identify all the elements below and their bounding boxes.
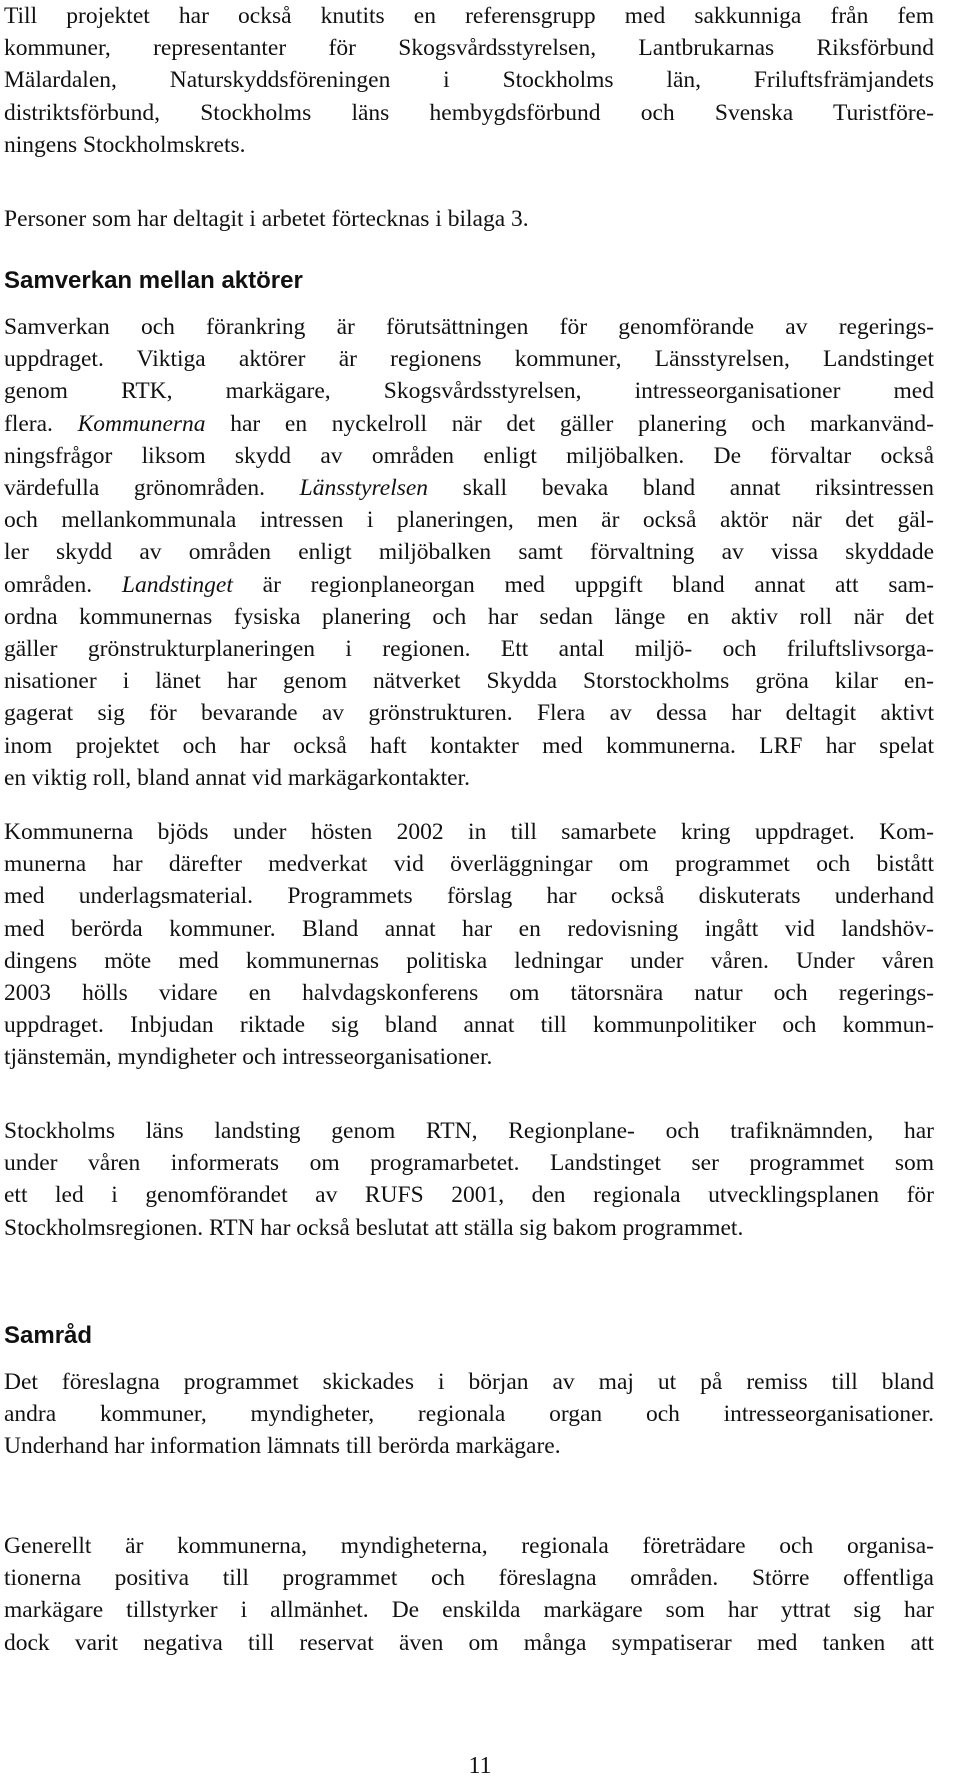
- text-line: [4, 569, 934, 601]
- emphasis-lansstyrelsen: Länsstyrelsen: [299, 475, 429, 502]
- samverkan-paragraph-2: [4, 816, 934, 1074]
- samrad-paragraph-1: [4, 1366, 934, 1463]
- text-line: uppdraget. Viktiga aktörer är regionens kommuner, Länsstyrelsen, Landstinget: [4, 346, 934, 373]
- text-line: med berörda kommuner. Bland annat har en redovisning ingått vid landshöv-: [4, 915, 934, 942]
- text-run: värdefulla grönområden.: [4, 475, 300, 502]
- samrad-paragraph-2: [4, 1530, 934, 1659]
- text-line: inom projektet och har också haft kontakter med kommunerna. LRF har spelat: [4, 732, 934, 759]
- intro-paragraph: [4, 0, 934, 161]
- text-line: kommuner, representanter för Skogsvårdsstyrelsen, Lantbrukarnas Riksförbund: [4, 35, 934, 62]
- section-heading-samrad: Samråd: [4, 1322, 93, 1349]
- page-number: 11: [468, 1753, 492, 1779]
- text-run: har en nyckelroll när det gäller planering och markanvänd-: [205, 410, 934, 437]
- text-line: Mälardalen, Naturskyddsföreningen i Stockholms län, Friluftsfrämjandets: [4, 67, 934, 94]
- text-line: dock varit negativa till reservat även om många sympatiserar med tanken att: [4, 1629, 934, 1656]
- text-line: ler skydd av områden enligt miljöbalken samt förvaltning av vissa skyddade: [4, 539, 934, 566]
- samverkan-paragraph-3: [4, 1115, 934, 1244]
- text-line: uppdraget. Inbjudan riktade sig bland annat till kommunpolitiker och kommun-: [4, 1012, 934, 1039]
- text-line: [4, 408, 934, 440]
- text-line: Till projektet har också knutits en referensgrupp med sakkunniga från fem: [4, 3, 934, 29]
- text-line: [4, 472, 934, 504]
- text-line: nisationer i länet har genom nätverket Skydda Storstockholms gröna kilar en-: [4, 668, 934, 695]
- text-line: ordna kommunernas fysiska planering och har sedan länge en aktiv roll när det: [4, 603, 934, 630]
- text-line: tjänstemän, myndigheter och intresseorganisationer.: [4, 1044, 493, 1071]
- emphasis-kommunerna: Kommunerna: [77, 410, 206, 437]
- text-line: Generellt är kommunerna, myndigheterna, regionala företrädare och organisa-: [4, 1533, 934, 1559]
- text-run: är regionplaneorgan med uppgift bland annat att sam-: [232, 571, 934, 598]
- text-run: flera.: [4, 410, 78, 437]
- text-line: dingens möte med kommunernas politiska ledningar under våren. Under våren: [4, 947, 934, 974]
- text-line: Det föreslagna programmet skickades i början av maj ut på remiss till bland: [4, 1369, 934, 1395]
- text-line: Kommunerna bjöds under hösten 2002 in till samarbete kring uppdraget. Kom-: [4, 819, 934, 845]
- text-line: Stockholms läns landsting genom RTN, Regionplane- och trafiknämnden, har: [4, 1118, 934, 1144]
- text-line: munerna har därefter medverkat vid överläggningar om programmet och bistått: [4, 851, 934, 878]
- text-line: genom RTK, markägare, Skogsvårdsstyrelsen, intresseorganisationer med: [4, 378, 934, 405]
- text-line: med underlagsmaterial. Programmets förslag har också diskuterats underhand: [4, 883, 934, 910]
- text-line: ningsfrågor liksom skydd av områden enligt miljöbalken. De förvaltar också: [4, 442, 934, 469]
- text-run: områden.: [4, 571, 122, 598]
- text-line: andra kommuner, myndigheter, regionala organ och intresseorganisationer.: [4, 1401, 934, 1428]
- text-line: ett led i genomförandet av RUFS 2001, den regionala utvecklingsplanen för: [4, 1182, 934, 1209]
- text-line: 2003 hölls vidare en halvdagskonferens om tätorsnära natur och regerings-: [4, 980, 934, 1007]
- text-line: Samverkan och förankring är förutsättningen för genomförande av regerings-: [4, 314, 934, 340]
- text-line: en viktig roll, bland annat vid markägarkontakter.: [4, 764, 470, 791]
- text-line: distriktsförbund, Stockholms läns hembygdsförbund och Svenska Turistföre-: [4, 99, 934, 126]
- text-line: markägare tillstyrker i allmänhet. De enskilda markägare som har yttrat sig har: [4, 1597, 934, 1624]
- text-line: under våren informerats om programarbetet. Landstinget ser programmet som: [4, 1150, 934, 1177]
- emphasis-landstinget: Landstinget: [121, 571, 233, 598]
- text-line: gäller grönstrukturplaneringen i regionen. Ett antal miljö- och friluftslivsorga-: [4, 636, 934, 663]
- text-line: tionerna positiva till programmet och föreslagna områden. Större offentliga: [4, 1565, 934, 1592]
- text-line: gagerat sig för bevarande av grönstrukturen. Flera av dessa har deltagit aktivt: [4, 700, 934, 727]
- section-heading-samverkan: Samverkan mellan aktörer: [4, 267, 303, 294]
- text-line: och mellankommunala intressen i planeringen, men är också aktör när det gäl-: [4, 507, 934, 534]
- participants-paragraph: Personer som har deltagit i arbetet förtecknas i bilaga 3.: [4, 206, 529, 232]
- samverkan-paragraph-1: [4, 311, 934, 794]
- text-line: Underhand har information lämnats till berörda markägare.: [4, 1433, 561, 1460]
- text-run: skall bevaka bland annat riksintressen: [428, 475, 934, 502]
- text-line: ningens Stockholmskrets.: [4, 131, 246, 158]
- text-line: Stockholmsregionen. RTN har också beslutat att ställa sig bakom programmet.: [4, 1214, 744, 1241]
